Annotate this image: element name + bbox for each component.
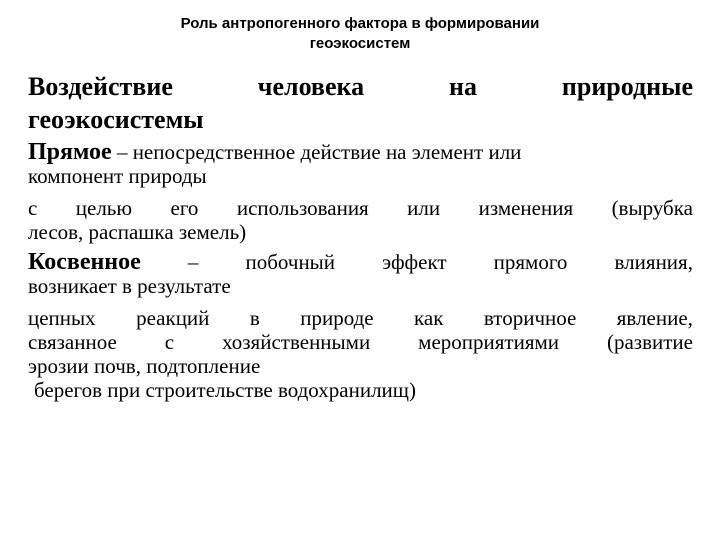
slide-title-line-2: геоэкосистем xyxy=(309,35,411,52)
word: хозяйственными xyxy=(222,330,371,354)
word: вторичное xyxy=(483,306,577,330)
word: (развитие xyxy=(606,330,693,354)
heading-word: человека xyxy=(257,72,365,101)
indirect-chain-line-1 xyxy=(28,306,693,330)
indirect-impact-paragraph xyxy=(28,250,693,298)
indirect-example-line: берегов при строительстве водохранилищ) xyxy=(34,378,416,402)
direct-impact-line-1 xyxy=(28,140,693,164)
word: природе xyxy=(300,306,374,330)
word: влияния, xyxy=(614,250,693,274)
word: как xyxy=(414,306,444,330)
word: мероприятиями xyxy=(418,330,560,354)
word: с xyxy=(164,330,175,354)
word: в xyxy=(249,306,260,330)
heading-word: Воздействие xyxy=(28,72,173,101)
heading-line-1 xyxy=(28,70,693,103)
slide-body xyxy=(28,70,693,402)
word: с xyxy=(28,196,38,220)
indirect-chain-line-2 xyxy=(28,330,693,354)
indirect-impact-term: Косвенное xyxy=(28,249,141,275)
indirect-impact-line-2: возникает в результате xyxy=(28,274,231,298)
word: его xyxy=(170,196,199,220)
heading-line-2: геоэкосистемы xyxy=(28,105,204,134)
slide-title-line-1: Роль антропогенного фактора в формировании xyxy=(180,15,540,32)
word: – xyxy=(187,250,199,274)
word: побочный xyxy=(245,250,336,274)
section-heading xyxy=(28,70,693,136)
word: изменения xyxy=(478,196,574,220)
indirect-chain-line-3: эрозии почв, подтопление xyxy=(28,354,261,378)
word: цепных xyxy=(28,306,96,330)
indirect-chain-paragraph xyxy=(28,306,693,402)
word: (вырубка xyxy=(611,196,693,220)
direct-impact-line-2: компонент природы xyxy=(28,164,207,188)
word: связанное xyxy=(28,330,117,354)
word: эффект xyxy=(382,250,447,274)
direct-impact-term: Прямое xyxy=(28,139,112,165)
word: реакций xyxy=(136,306,210,330)
word: явление, xyxy=(616,306,693,330)
direct-purpose-paragraph xyxy=(28,196,693,244)
heading-word: на xyxy=(449,72,477,101)
direct-purpose-line-2: лесов, распашка земель) xyxy=(28,220,247,244)
slide-title xyxy=(95,14,625,54)
indirect-impact-line-1 xyxy=(28,250,693,274)
direct-impact-paragraph xyxy=(28,140,693,188)
heading-word: природные xyxy=(561,72,693,101)
word: или xyxy=(407,196,441,220)
direct-purpose-line-1 xyxy=(28,196,693,220)
word: целью xyxy=(75,196,133,220)
direct-impact-definition: – непосредственное действие на элемент или xyxy=(111,140,522,164)
word: прямого xyxy=(493,250,568,274)
word: использования xyxy=(236,196,369,220)
